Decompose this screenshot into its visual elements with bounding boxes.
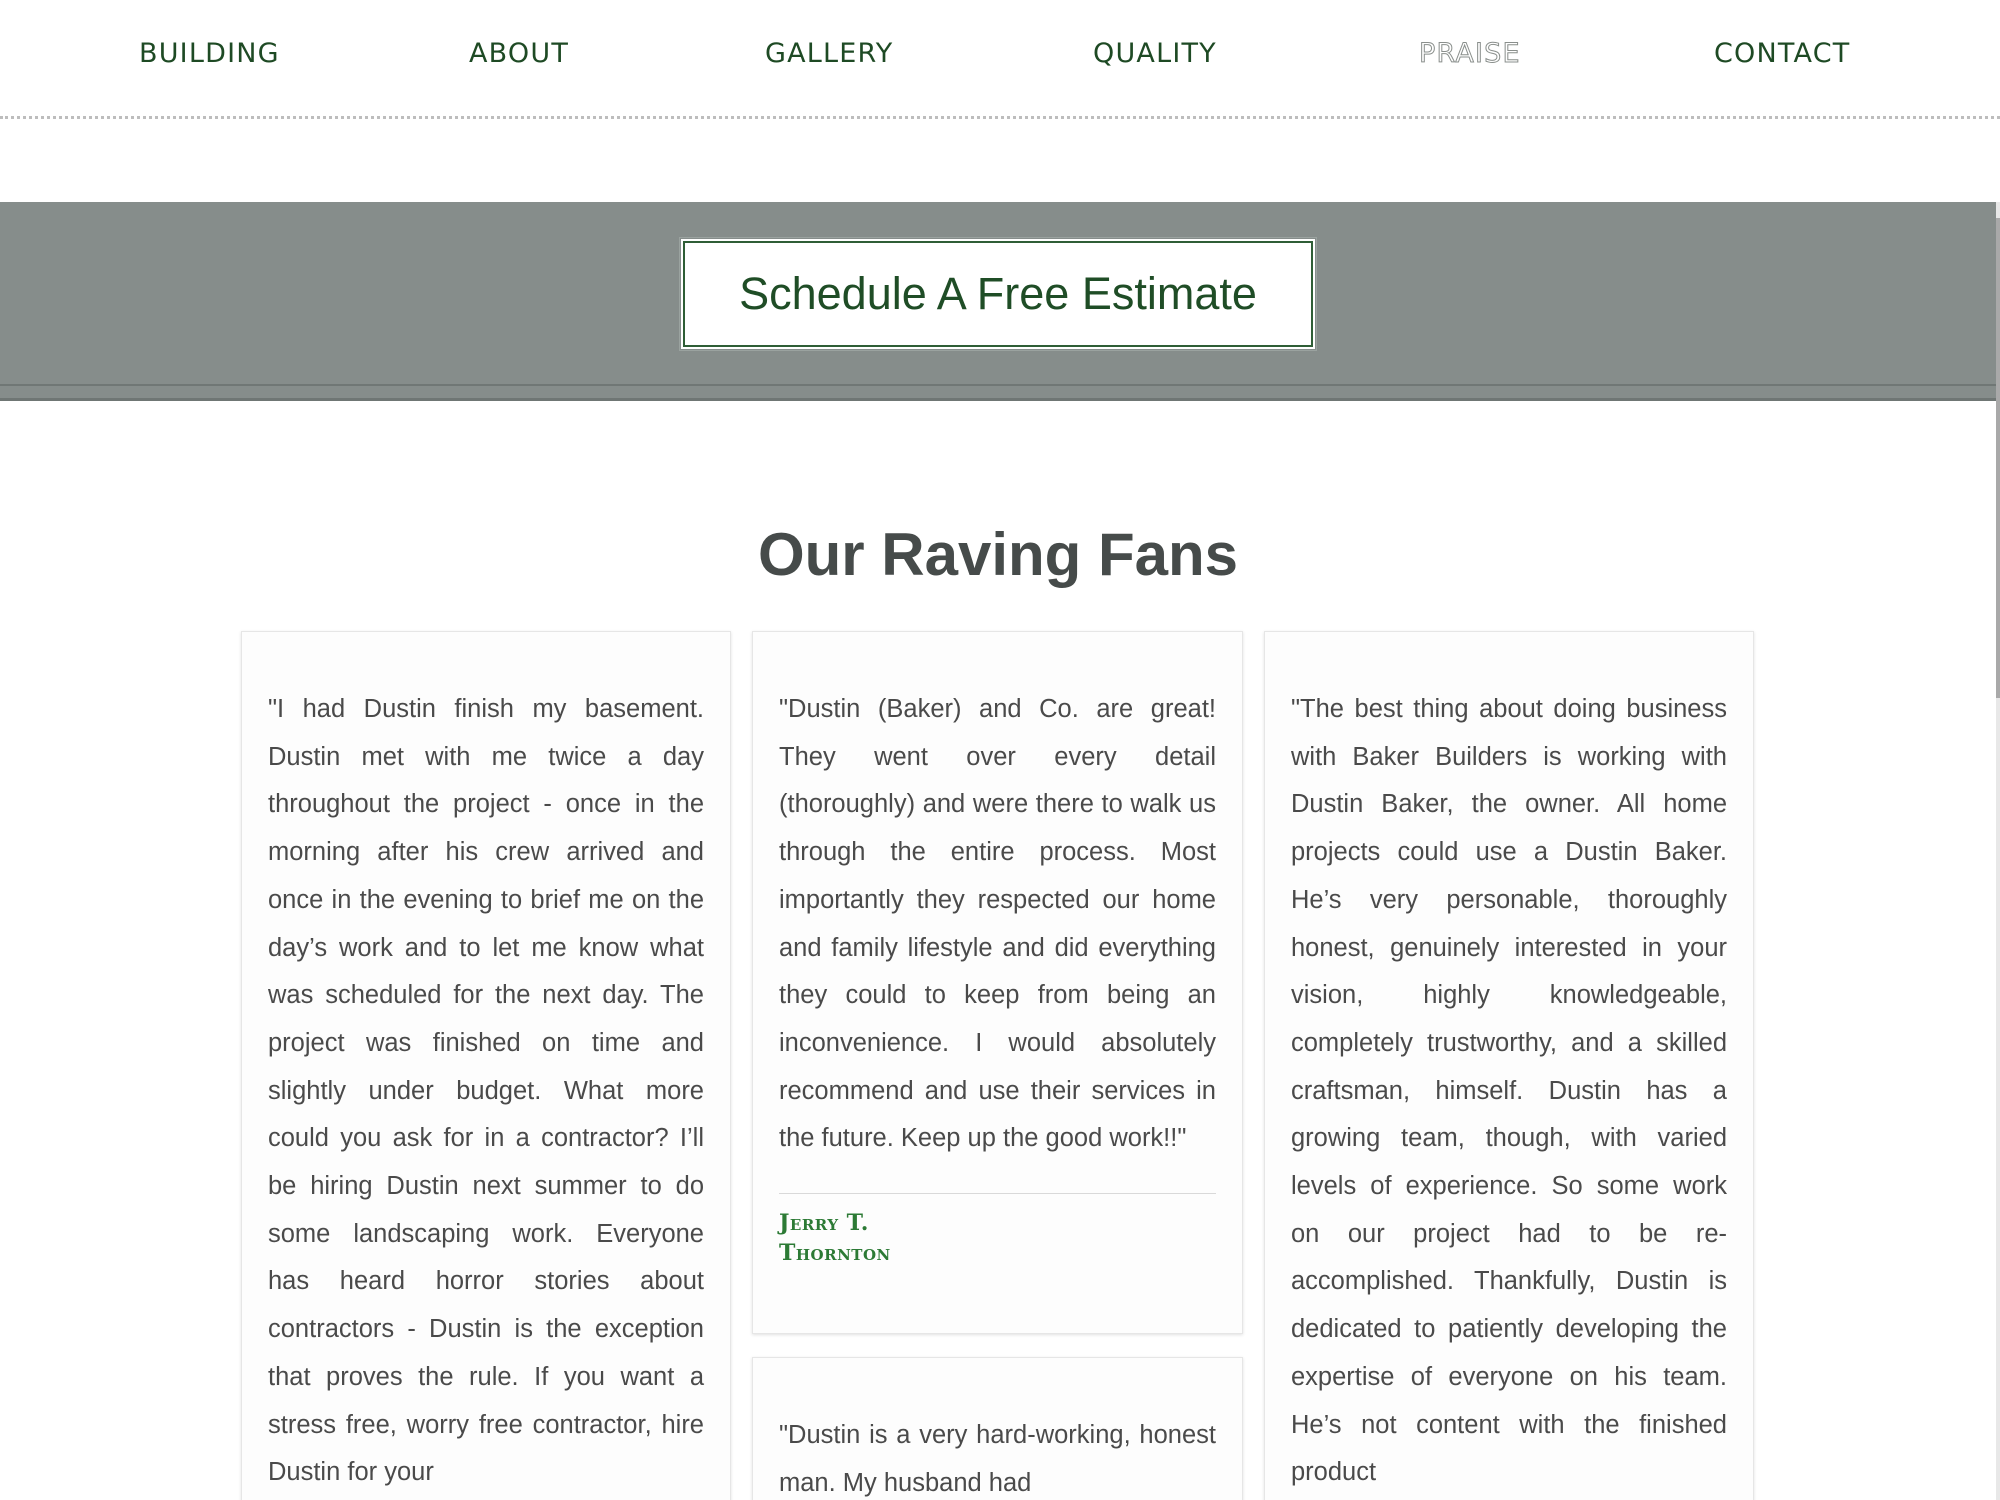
testimonial-card (1264, 631, 1754, 1500)
author-first-name: Jerry T. (779, 1210, 869, 1237)
nav-divider (0, 116, 2000, 119)
nav-building[interactable]: BUILDING (139, 38, 280, 69)
nav-quality[interactable]: QUALITY (1093, 38, 1217, 69)
testimonial-card (752, 1357, 1243, 1500)
author-last-name: Thornton (779, 1240, 891, 1267)
testimonial-card (752, 631, 1243, 1334)
testimonial-card (241, 631, 731, 1500)
testimonial-quote: "Dustin is a very hard-working, honest man. My husband had (779, 1421, 1216, 1497)
testimonial-quote: "The best thing about doing business with Baker Builders is working with Dustin Baker, the owner. All home projects could use a Dustin Baker. He’s very personable, thoroughly honest, genuinely interested in your vision, highly knowledgeable, completely trustworthy, and a skilled craftsman, himself. Dustin has a growing team, though, with varied levels of experience. So some work on our project had to be re-accomplished. Thankfully, Dustin is dedicated to patiently developing the expertise of everyone on his team. He’s not content with the finished product (1291, 695, 1727, 1487)
nav-praise[interactable]: PRAISE (1419, 38, 1521, 69)
nav-about[interactable]: ABOUT (469, 38, 570, 69)
main-nav (0, 0, 2000, 118)
banner-divider (0, 384, 1996, 386)
scrollbar-thumb[interactable] (1996, 218, 2000, 698)
nav-gallery[interactable]: GALLERY (765, 38, 894, 69)
testimonial-author (779, 1208, 1216, 1268)
testimonial-quote: "Dustin (Baker) and Co. are great! They went over every detail (thoroughly) and were there to walk us through the entire process. Most importantly they respected our home and family lifestyle and did everything they could to keep from being an inconvenience. I would absolutely recommend and use their services in the future. Keep up the good work!!" (779, 695, 1216, 1153)
estimate-banner (0, 202, 1996, 401)
schedule-estimate-button[interactable]: Schedule A Free Estimate (683, 241, 1313, 347)
testimonial-quote: "I had Dustin finish my basement. Dustin met with me twice a day throughout the project - once in the morning after his crew arrived and once in the evening to brief me on the day’s work and to let me know what was scheduled for the next day. The project was finished on time and slightly under budget. What more could you ask for in a contractor? I’ll be hiring Dustin next summer to do some landscaping work. Everyone has heard horror stories about contractors - Dustin is the exception that proves the rule. If you want a stress free, worry free contractor, hire Dustin for your (268, 695, 704, 1487)
card-divider (779, 1193, 1216, 1194)
nav-contact[interactable]: CONTACT (1714, 38, 1851, 69)
section-title: Our Raving Fans (757, 521, 1239, 588)
